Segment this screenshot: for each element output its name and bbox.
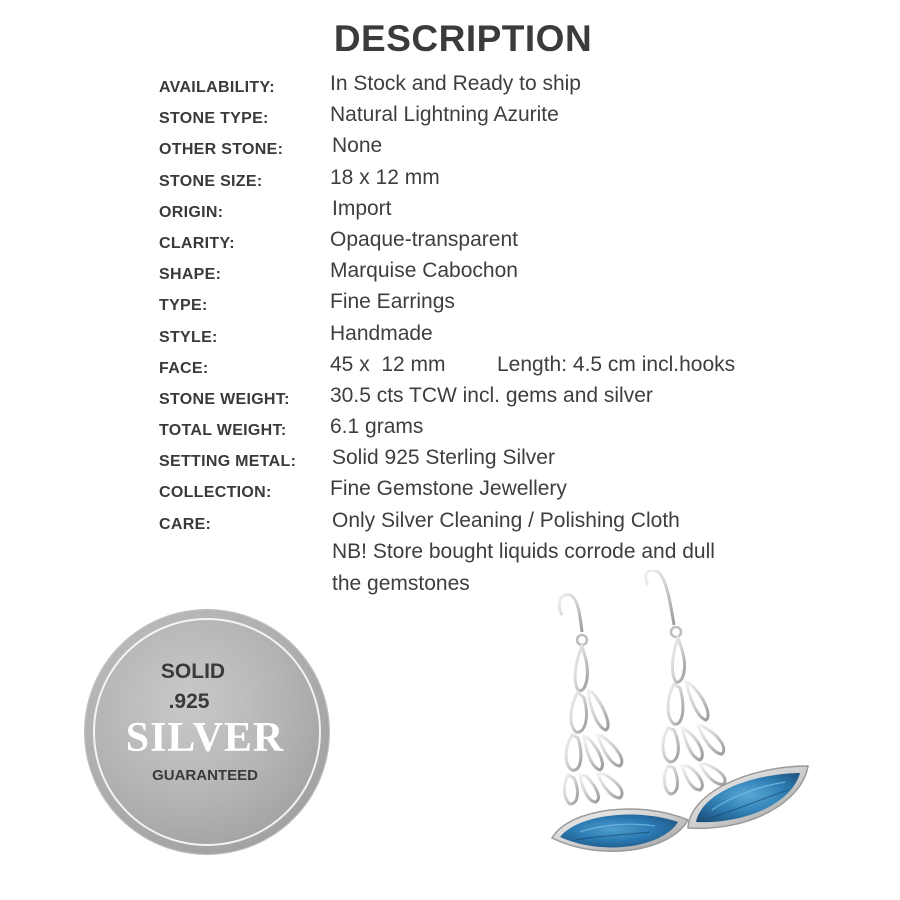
spec-label: CARE: — [159, 515, 212, 533]
azurite-earrings-image — [540, 570, 820, 890]
spec-label: CLARITY: — [159, 234, 235, 252]
spec-value: Handmade — [330, 321, 433, 345]
spec-label: STONE SIZE: — [159, 172, 263, 190]
spec-value: Natural Lightning Azurite — [330, 103, 559, 127]
left-earring — [552, 595, 688, 852]
spec-value: Fine Earrings — [330, 290, 455, 314]
spec-label: TOTAL WEIGHT: — [159, 422, 287, 440]
spec-value: Import — [332, 196, 392, 220]
spec-label: STONE TYPE: — [159, 110, 269, 128]
spec-label: FACE: — [159, 359, 209, 377]
spec-value-length: Length: 4.5 cm incl.hooks — [497, 352, 736, 376]
spec-value: 30.5 cts TCW incl. gems and silver — [330, 383, 653, 407]
spec-value: Solid 925 Sterling Silver — [332, 446, 555, 470]
seal-line-silver: SILVER — [125, 715, 285, 761]
seal-line-solid: SOLID — [160, 660, 226, 683]
spec-value: Only Silver Cleaning / Polishing Cloth — [332, 508, 680, 532]
spec-value: Fine Gemstone Jewellery — [330, 477, 567, 501]
care-note-line-2: the gemstones — [332, 572, 470, 595]
spec-label: AVAILABILITY: — [159, 79, 275, 96]
spec-label: SETTING METAL: — [159, 453, 297, 471]
spec-value: In Stock and Ready to ship — [330, 72, 581, 95]
seal-line-guaranteed: GUARANTEED — [152, 767, 258, 784]
spec-label: TYPE: — [159, 297, 208, 315]
care-note-line-1: NB! Store bought liquids corrode and dull — [332, 540, 715, 563]
spec-label: COLLECTION: — [159, 484, 272, 502]
spec-value: 18 x 12 mm — [330, 165, 440, 189]
spec-label: OTHER STONE: — [159, 141, 284, 159]
spec-value: 6.1 grams — [330, 415, 424, 439]
spec-value: Marquise Cabochon — [330, 259, 518, 283]
spec-label: STONE WEIGHT: — [159, 390, 290, 408]
spec-label: STYLE: — [159, 328, 218, 346]
seal-line-925: .925 — [168, 690, 210, 713]
page-title: DESCRIPTION — [333, 18, 593, 59]
silver-guarantee-seal — [85, 610, 329, 854]
spec-label: ORIGIN: — [159, 203, 224, 221]
right-earring — [646, 570, 808, 828]
spec-value: Opaque-transparent — [330, 227, 518, 251]
spec-value: None — [332, 134, 383, 158]
spec-value: 45 x 12 mm — [330, 352, 446, 376]
spec-label: SHAPE: — [159, 266, 222, 284]
